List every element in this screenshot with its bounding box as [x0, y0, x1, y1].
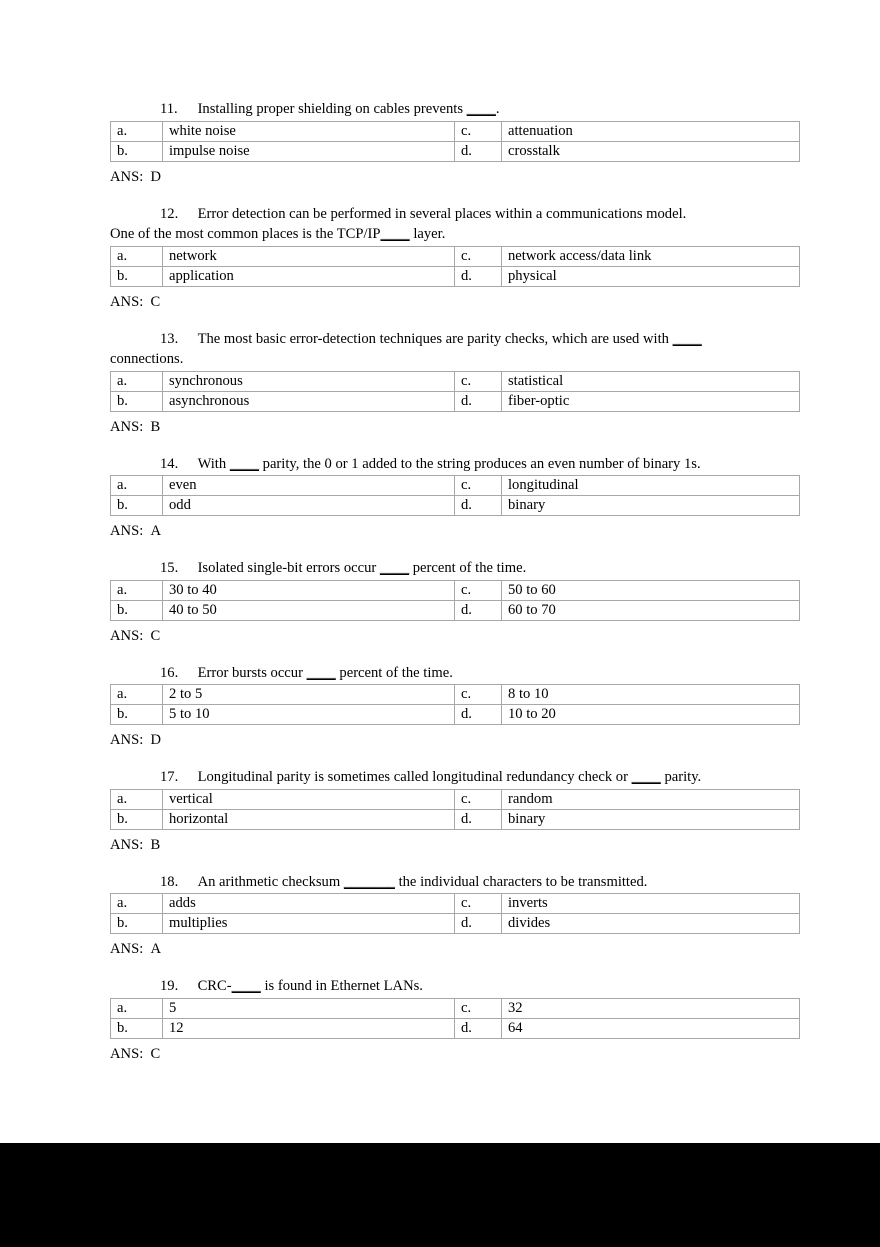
choice-label-b[interactable]: b.: [111, 809, 163, 829]
choice-label-c[interactable]: c.: [455, 476, 502, 496]
question-text-pre: The most basic error-detection techniques are parity checks, which are used with: [197, 330, 673, 347]
question-text-pre: Longitudinal parity is sometimes called longitudinal redundancy check or: [197, 769, 632, 785]
question-text-post: parity.: [660, 769, 702, 785]
choice-text-c[interactable]: 50 to 60: [502, 580, 800, 600]
choice-label-a[interactable]: a.: [111, 476, 163, 496]
choice-label-b[interactable]: b.: [111, 496, 163, 516]
answer-value: A: [150, 523, 162, 539]
choice-label-b[interactable]: b.: [111, 600, 163, 620]
table-row: [111, 894, 800, 914]
question-blank: ____: [306, 664, 336, 681]
table-row: [111, 391, 800, 411]
question-stem: [110, 768, 772, 788]
answer-value: D: [150, 732, 162, 748]
question-blank: ____: [229, 455, 259, 472]
question-text-post: the individual characters to be transmitted.: [394, 873, 648, 890]
question-stem: [110, 330, 772, 350]
choice-text-c[interactable]: 8 to 10: [502, 685, 800, 705]
choice-text-d[interactable]: 10 to 20: [502, 705, 800, 725]
choice-label-a[interactable]: a.: [111, 371, 163, 391]
question-number: 17.: [160, 769, 179, 785]
choice-label-a[interactable]: a.: [111, 685, 163, 705]
answer-prefix: ANS:: [110, 941, 144, 957]
answer-value: C: [150, 293, 161, 310]
choice-label-b[interactable]: b.: [111, 914, 163, 934]
question-stem: [110, 977, 772, 997]
choices-table: [110, 684, 800, 725]
choice-text-a[interactable]: vertical: [163, 789, 455, 809]
question-gap: [110, 750, 772, 768]
answer-prefix: ANS:: [110, 418, 144, 435]
question-gap: [110, 312, 772, 330]
choice-text-b[interactable]: horizontal: [163, 809, 455, 829]
question-stem-line2: [110, 350, 772, 370]
answer-prefix: ANS:: [110, 1045, 144, 1062]
question-blank: ____: [231, 978, 261, 994]
choice-text-d[interactable]: divides: [502, 914, 800, 934]
answer-line: [110, 1045, 772, 1064]
answer-value: B: [150, 836, 161, 853]
choice-label-b[interactable]: b.: [111, 705, 163, 725]
choice-label-c[interactable]: c.: [455, 121, 502, 141]
question-text-pre: With: [197, 455, 230, 472]
answer-prefix: ANS:: [110, 732, 144, 748]
choices-table: [110, 998, 800, 1039]
answer-line: [110, 836, 772, 855]
footer-black-bar: [0, 1143, 880, 1247]
choice-label-a[interactable]: a.: [111, 789, 163, 809]
choice-text-d[interactable]: crosstalk: [502, 141, 800, 161]
choice-label-c[interactable]: c.: [455, 894, 502, 914]
answer-value: C: [150, 1045, 161, 1062]
answer-line: [110, 731, 772, 750]
answer-prefix: ANS:: [110, 293, 144, 310]
choice-label-b[interactable]: b.: [111, 1018, 163, 1038]
question-gap: [110, 646, 772, 664]
question-number: 19.: [160, 978, 179, 994]
question-blank: ____: [631, 769, 661, 785]
choice-text-b[interactable]: 40 to 50: [163, 600, 455, 620]
question-block-16: [110, 664, 772, 751]
choice-label-a[interactable]: a.: [111, 121, 163, 141]
choice-text-b[interactable]: application: [163, 266, 455, 286]
table-row: [111, 371, 800, 391]
question-block-14: [110, 455, 772, 542]
question-text-pre: Installing proper shielding on cables prevents: [197, 101, 467, 117]
question-block-19: [110, 977, 772, 1064]
table-row: [111, 246, 800, 266]
question-number: 15.: [160, 560, 179, 576]
question-stem: [110, 664, 772, 684]
question-text-post: is found in Ethernet LANs.: [260, 978, 423, 994]
question-blank: ____: [380, 226, 410, 242]
choice-label-a[interactable]: a.: [111, 580, 163, 600]
question-gap: [110, 855, 772, 873]
question-gap: [110, 187, 772, 205]
choice-label-d[interactable]: d.: [455, 141, 502, 161]
choice-label-d[interactable]: d.: [455, 600, 502, 620]
answer-value: C: [150, 627, 161, 644]
question-text-line2-pre: connections.: [110, 351, 184, 367]
question-text-post: percent of the time.: [409, 560, 527, 576]
question-blank: ____: [379, 560, 410, 576]
choice-label-d[interactable]: d.: [455, 266, 502, 286]
choice-text-d[interactable]: fiber-optic: [502, 391, 800, 411]
choice-text-b[interactable]: asynchronous: [163, 391, 455, 411]
choice-text-a[interactable]: white noise: [163, 121, 455, 141]
answer-line: [110, 293, 772, 312]
choice-label-d[interactable]: d.: [455, 1018, 502, 1038]
choice-text-a[interactable]: adds: [163, 894, 455, 914]
choice-text-d[interactable]: 60 to 70: [502, 600, 800, 620]
answer-line: [110, 940, 772, 959]
table-row: [111, 141, 800, 161]
choice-text-b[interactable]: 5 to 10: [163, 705, 455, 725]
table-row: [111, 809, 800, 829]
choice-label-c[interactable]: c.: [455, 789, 502, 809]
table-row: [111, 496, 800, 516]
answer-prefix: ANS:: [110, 836, 144, 853]
question-block-11: [110, 100, 772, 187]
question-number: 18.: [160, 873, 179, 890]
question-gap: [110, 959, 772, 977]
choice-text-a[interactable]: 30 to 40: [163, 580, 455, 600]
question-number: 14.: [160, 455, 179, 472]
choice-label-c[interactable]: c.: [455, 246, 502, 266]
choice-label-d[interactable]: d.: [455, 496, 502, 516]
question-gap: [110, 541, 772, 559]
choices-table: [110, 246, 800, 287]
choices-table: [110, 121, 800, 162]
choice-text-a[interactable]: network: [163, 246, 455, 266]
choices-table: [110, 893, 800, 934]
choice-text-c[interactable]: longitudinal: [502, 476, 800, 496]
choice-text-a[interactable]: even: [163, 476, 455, 496]
answer-value: A: [150, 941, 162, 957]
choice-text-a[interactable]: synchronous: [163, 371, 455, 391]
table-row: [111, 600, 800, 620]
table-row: [111, 121, 800, 141]
question-text-post: parity, the 0 or 1 added to the string produces an even number of binary 1s.: [259, 455, 701, 472]
choice-text-a[interactable]: 5: [163, 998, 455, 1018]
question-blank: ____: [466, 101, 496, 117]
table-row: [111, 266, 800, 286]
question-number: 12.: [160, 205, 179, 222]
question-number: 13.: [160, 330, 179, 347]
answer-value: B: [150, 418, 161, 435]
choice-text-c[interactable]: statistical: [502, 371, 800, 391]
answer-value: D: [150, 168, 162, 185]
question-text-pre: Error bursts occur: [197, 664, 307, 681]
question-block-18: [110, 873, 772, 960]
answer-line: [110, 522, 772, 541]
choice-label-d[interactable]: d.: [455, 391, 502, 411]
question-text-post: percent of the time.: [335, 664, 453, 681]
table-row: [111, 998, 800, 1018]
choice-text-d[interactable]: 64: [502, 1018, 800, 1038]
table-row: [111, 914, 800, 934]
choice-label-c[interactable]: c.: [455, 371, 502, 391]
answer-prefix: ANS:: [110, 523, 144, 539]
choice-label-b[interactable]: b.: [111, 391, 163, 411]
questions-container: [110, 100, 772, 1064]
question-blank: _______: [343, 873, 395, 890]
question-stem: [110, 873, 772, 893]
question-blank: ____: [672, 330, 702, 347]
question-block-13: [110, 330, 772, 437]
choice-text-c[interactable]: random: [502, 789, 800, 809]
choice-label-c[interactable]: c.: [455, 580, 502, 600]
question-text-pre: Isolated single-bit errors occur: [197, 560, 380, 576]
choice-text-a[interactable]: 2 to 5: [163, 685, 455, 705]
choice-text-d[interactable]: physical: [502, 266, 800, 286]
choice-label-d[interactable]: d.: [455, 705, 502, 725]
choices-table: [110, 789, 800, 830]
choice-text-b[interactable]: odd: [163, 496, 455, 516]
answer-line: [110, 168, 772, 187]
choice-text-d[interactable]: binary: [502, 496, 800, 516]
answer-prefix: ANS:: [110, 627, 144, 644]
table-row: [111, 1018, 800, 1038]
question-stem: [110, 205, 772, 225]
choice-label-a[interactable]: a.: [111, 246, 163, 266]
question-text-pre: Error detection can be performed in several places within a communications model.: [197, 205, 687, 222]
question-text-post: .: [495, 101, 500, 117]
choices-table: [110, 371, 800, 412]
choices-table: [110, 475, 800, 516]
choice-label-b[interactable]: b.: [111, 266, 163, 286]
question-gap: [110, 437, 772, 455]
question-text-line2-post: layer.: [409, 226, 446, 242]
choice-text-c[interactable]: network access/data link: [502, 246, 800, 266]
choices-table: [110, 580, 800, 621]
choice-label-c[interactable]: c.: [455, 685, 502, 705]
question-text-pre: CRC-: [197, 978, 232, 994]
question-stem-line2: [110, 225, 772, 245]
table-row: [111, 580, 800, 600]
choice-text-b[interactable]: 12: [163, 1018, 455, 1038]
choice-text-c[interactable]: 32: [502, 998, 800, 1018]
answer-line: [110, 418, 772, 437]
question-number: 11.: [160, 101, 178, 117]
question-stem: [110, 455, 772, 475]
question-text-line2-pre: One of the most common places is the TCP/IP: [110, 226, 381, 242]
question-number: 16.: [160, 664, 179, 681]
answer-line: [110, 627, 772, 646]
choice-label-b[interactable]: b.: [111, 141, 163, 161]
choice-label-a[interactable]: a.: [111, 998, 163, 1018]
question-block-12: [110, 205, 772, 312]
choice-label-c[interactable]: c.: [455, 998, 502, 1018]
question-block-17: [110, 768, 772, 855]
question-stem: [110, 559, 772, 579]
table-row: [111, 476, 800, 496]
table-row: [111, 685, 800, 705]
choice-text-b[interactable]: multiplies: [163, 914, 455, 934]
choice-label-d[interactable]: d.: [455, 809, 502, 829]
choice-text-b[interactable]: impulse noise: [163, 141, 455, 161]
choice-text-c[interactable]: inverts: [502, 894, 800, 914]
choice-text-c[interactable]: attenuation: [502, 121, 800, 141]
table-row: [111, 789, 800, 809]
choice-text-d[interactable]: binary: [502, 809, 800, 829]
question-block-15: [110, 559, 772, 646]
choice-label-a[interactable]: a.: [111, 894, 163, 914]
question-text-pre: An arithmetic checksum: [197, 873, 344, 890]
table-row: [111, 705, 800, 725]
answer-prefix: ANS:: [110, 168, 144, 185]
choice-label-d[interactable]: d.: [455, 914, 502, 934]
question-stem: [110, 100, 772, 120]
